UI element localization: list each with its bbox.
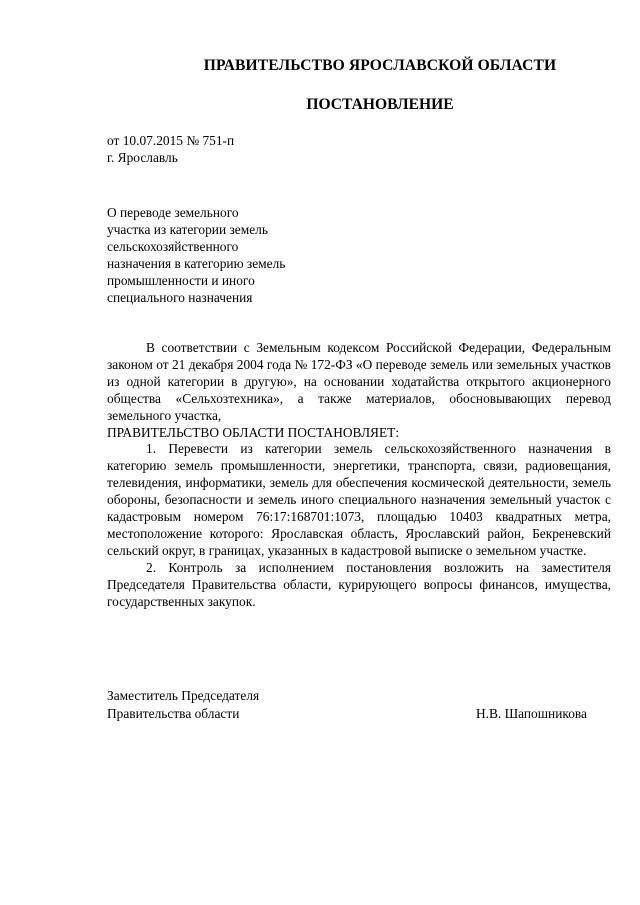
signer-name: Н.В. Шапошникова — [475, 706, 587, 721]
item-2-paragraph: 2. Контроль за исполнением постановления возложить на заместителя Председателя Правительства области, курирующего вопросы финансов, имущества, государственных закупок. — [107, 559, 611, 609]
subject-line: О переводе земельного — [107, 205, 239, 220]
document-subject — [107, 204, 285, 306]
subject-line: назначения в категорию земель — [107, 256, 286, 271]
document-body — [107, 340, 611, 611]
government-title: ПРАВИТЕЛЬСТВО ЯРОСЛАВСКОЙ ОБЛАСТИ — [203, 57, 557, 74]
city: г. Ярославль — [107, 150, 178, 165]
subject-line: специального назначения — [107, 290, 253, 305]
document-type: ПОСТАНОВЛЕНИЕ — [306, 96, 454, 113]
signer-position-line2: Правительства области — [107, 706, 240, 721]
date-number: от 10.07.2015 № 751-п — [107, 133, 235, 148]
subject-line: участка из категории земель — [107, 222, 268, 237]
subject-line: промышленности и иного — [107, 273, 255, 288]
subject-line: сельскохозяйственного — [107, 239, 239, 254]
item-1-paragraph: 1. Перевести из категории земель сельскохозяйственного назначения в категорию земель промышленности, энергетики, транспорта, связи, радиовещания, телевидения, информатики, земель для обеспечения космической деятельности, земель обороны, безопасности и земель иного специального назначения земельный участок с кадастровым номером 76:17:168701:1073, площадью 10403 квадратных метра, местоположение которого: Ярославская область, Ярославский район, Бекреневский сельский округ, в границах, указанных в кадастровой выписке о земельном участке. — [107, 441, 611, 558]
preamble-paragraph: В соответствии с Земельным кодексом Российской Федерации, Федеральным законом от 21 декабря 2004 года № 172-ФЗ «О переводе земель или земельных участков из одной категории в другую», на основании ходатайства открытого акционерного общества «Сельхозтехника», а также материалов, обосновывающих перевод земельного участка, — [107, 340, 611, 423]
document-meta — [107, 132, 234, 166]
signer-position-line1: Заместитель Председателя — [107, 688, 260, 703]
decree-line: ПРАВИТЕЛЬСТВО ОБЛАСТИ ПОСТАНОВЛЯЕТ: — [107, 424, 400, 440]
signature-block — [107, 687, 587, 723]
